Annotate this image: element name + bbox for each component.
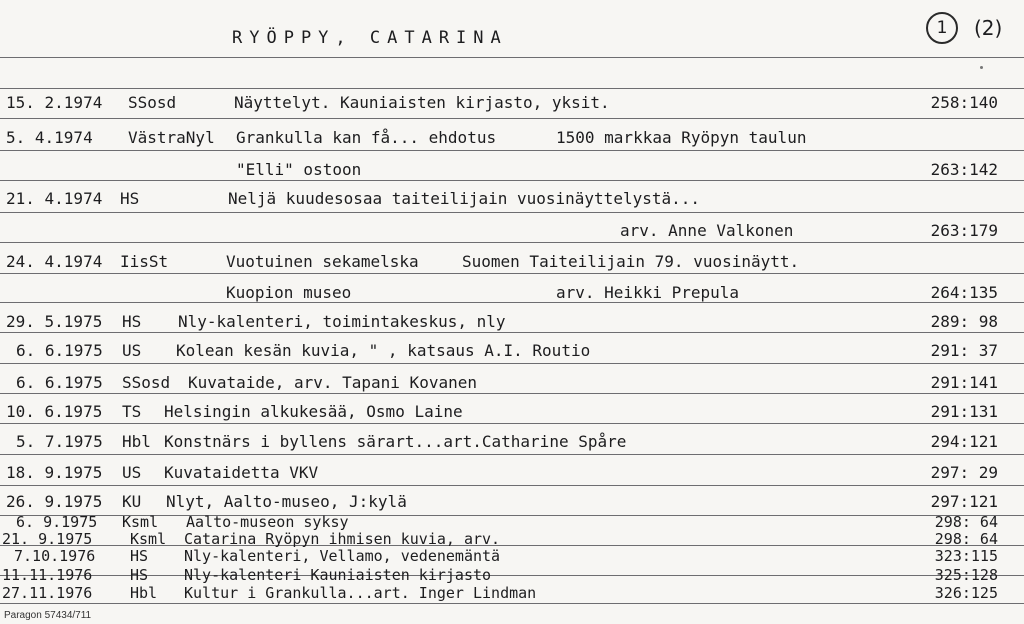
- entry-text: Konstnärs i byllens särart...art.Catharine Spåre: [164, 432, 627, 451]
- entry-date: 27.11.1976: [2, 584, 93, 602]
- entry-ref: 298: 64: [934, 513, 998, 531]
- card-print-code: Paragon 57434/711: [4, 610, 92, 621]
- entry-date: 24. 4.1974: [6, 252, 103, 271]
- circled-number-mark: 1: [926, 12, 958, 44]
- entry-ref: 291:131: [930, 402, 998, 421]
- rule-line: [0, 242, 1024, 243]
- rule-line: [0, 575, 1024, 576]
- rule-line: [0, 485, 1024, 486]
- rule-line: [0, 302, 1024, 303]
- entry-ref: 297:121: [930, 492, 998, 511]
- entry-date: 21. 4.1974: [6, 189, 103, 208]
- entry-date: 18. 9.1975: [6, 463, 103, 482]
- rule-line: [0, 423, 1024, 424]
- entry-date: 5. 7.1975: [16, 432, 103, 451]
- entry-source: VästraNyl: [128, 128, 215, 147]
- entry-ref: 294:121: [930, 432, 998, 451]
- entry-text: Nly-kalenteri, toimintakeskus, nly: [178, 312, 506, 331]
- entry-date: 6. 6.1975: [16, 373, 103, 392]
- entry-text: Kuvataide, arv. Tapani Kovanen: [188, 373, 477, 392]
- entry-ref: 291: 37: [930, 341, 998, 360]
- entry-text-continued: 1500 markkaa Ryöpyn taulun: [556, 128, 807, 147]
- entry-date: 11.11.1976: [2, 566, 93, 584]
- entry-text: Neljä kuudesosaa taiteilijain vuosinäyttelystä...: [228, 189, 701, 208]
- rule-line: [0, 57, 1024, 58]
- entry-source: KU: [122, 492, 142, 511]
- entry-text: Nly-kalenteri, Vellamo, vedenemäntä: [184, 547, 501, 565]
- entry-ref: 326:125: [934, 584, 998, 602]
- entry-date: 6. 6.1975: [16, 341, 103, 360]
- entry-source: SSosd: [122, 373, 171, 392]
- entry-ref: 298: 64: [934, 530, 998, 548]
- entry-date: 10. 6.1975: [6, 402, 103, 421]
- rule-line: [0, 150, 1024, 151]
- rule-line: [0, 180, 1024, 181]
- rule-line: [0, 363, 1024, 364]
- entry-source: HS: [130, 547, 149, 565]
- entry-text: Aalto-museon syksy: [186, 513, 349, 531]
- entry-ref: 258:140: [930, 93, 998, 112]
- entry-source: Hbl: [130, 584, 158, 602]
- rule-line: [0, 454, 1024, 455]
- entry-ref: 264:135: [930, 283, 998, 302]
- entry-ref: 289: 98: [930, 312, 998, 331]
- card-title: RYÖPPY, CATARINA: [232, 28, 508, 48]
- entry-source: US: [122, 463, 142, 482]
- entry-text: Grankulla kan få... ehdotus: [236, 128, 497, 147]
- entry-ref: 291:141: [930, 373, 998, 392]
- entry-source: HS: [122, 312, 142, 331]
- entry-source: IisSt: [120, 252, 169, 271]
- entry-text-continued: Suomen Taiteilijain 79. vuosinäytt.: [462, 252, 800, 271]
- entry-source: SSosd: [128, 93, 177, 112]
- entry-source: Hbl: [122, 432, 151, 451]
- rule-line: [0, 273, 1024, 274]
- rule-line: [0, 393, 1024, 394]
- entry-text: Kolean kesän kuvia, " , katsaus A.I. Routio: [176, 341, 591, 360]
- entry-text: Vuotuinen sekamelska: [226, 252, 419, 271]
- entry-ref: 263:142: [930, 160, 998, 179]
- entry-ref: 263:179: [930, 221, 998, 240]
- entry-date: 15. 2.1974: [6, 93, 103, 112]
- entry-source: US: [122, 341, 142, 360]
- rule-line: [0, 118, 1024, 119]
- paper-speck: [980, 66, 983, 69]
- entry-ref: 323:115: [934, 547, 998, 565]
- entry-text-continued: arv. Heikki Prepula: [556, 283, 740, 302]
- entry-ref: 325:128: [934, 566, 998, 584]
- card-number-marks: [926, 12, 1002, 44]
- rule-line: [0, 603, 1024, 604]
- entry-ref: 297: 29: [930, 463, 998, 482]
- entry-text: Nly-kalenteri Kauniaisten kirjasto: [184, 566, 492, 584]
- rule-line: [0, 332, 1024, 333]
- entry-text: Kuvataidetta VKV: [164, 463, 319, 482]
- entry-date: 29. 5.1975: [6, 312, 103, 331]
- entry-date: 5. 4.1974: [6, 128, 93, 147]
- entry-date: 7.10.1976: [14, 547, 96, 565]
- entry-text: Nlyt, Aalto-museo, J:kylä: [166, 492, 407, 511]
- entry-source: Ksml: [122, 513, 159, 531]
- rule-line: [0, 88, 1024, 89]
- entry-text: Näyttelyt. Kauniaisten kirjasto, yksit.: [234, 93, 610, 112]
- entry-text: Kultur i Grankulla...art. Inger Lindman: [184, 584, 537, 602]
- entry-source: HS: [120, 189, 140, 208]
- parenthesized-number-mark: (2): [974, 16, 1003, 40]
- entry-text-continued: "Elli" ostoon: [236, 160, 362, 179]
- entry-date: 21. 9.1975: [2, 530, 93, 548]
- rule-line: [0, 212, 1024, 213]
- entry-text: Helsingin alkukesää, Osmo Laine: [164, 402, 463, 421]
- entry-source: TS: [122, 402, 142, 421]
- entry-date: 26. 9.1975: [6, 492, 103, 511]
- entry-text-continued: Kuopion museo: [226, 283, 352, 302]
- entry-source: HS: [130, 566, 149, 584]
- entry-source: Ksml: [130, 530, 167, 548]
- entry-date: 6. 9.1975: [16, 513, 98, 531]
- entry-text-continued: arv. Anne Valkonen: [620, 221, 794, 240]
- entry-text: Catarina Ryöpyn ihmisen kuvia, arv.: [184, 530, 501, 548]
